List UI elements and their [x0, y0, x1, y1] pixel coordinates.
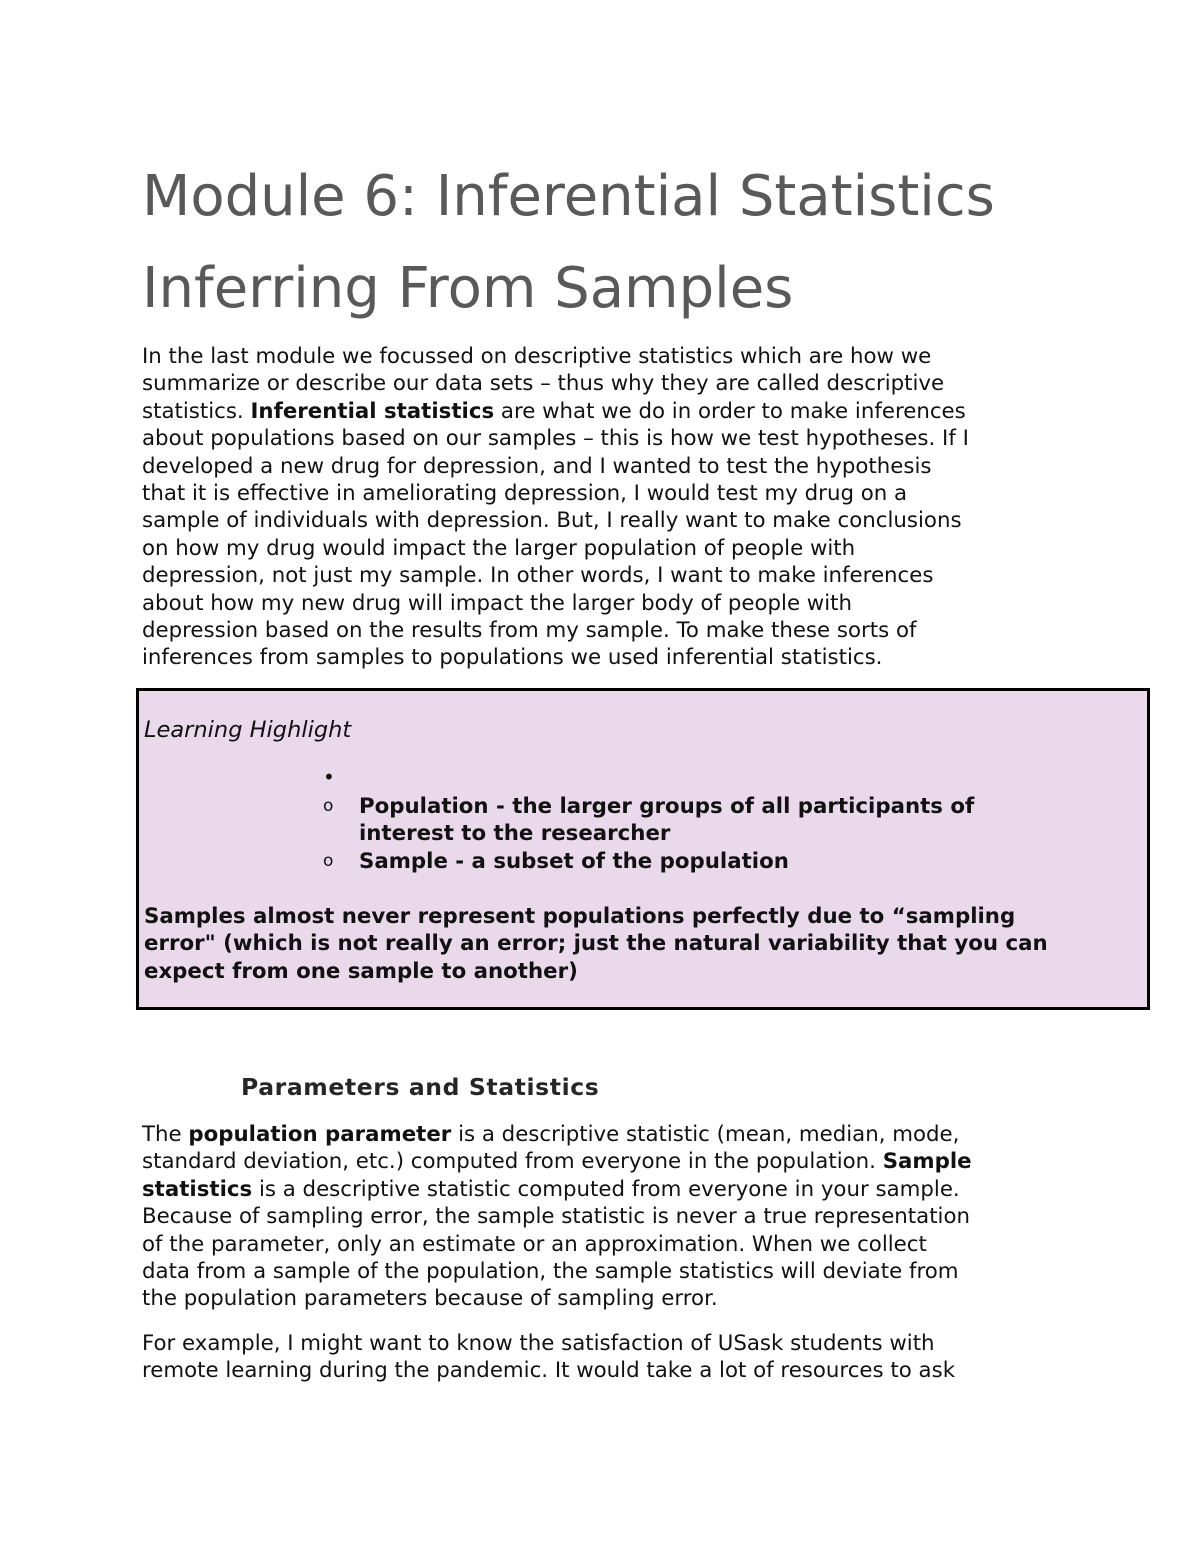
params-line: the population parameters because of sampling error. — [142, 1286, 718, 1312]
highlight-item-line: Population - the larger groups of all participants of — [359, 794, 975, 819]
sub-bullet-icon: o — [323, 796, 334, 816]
intro-line: In the last module we focussed on descriptive statistics which are how we — [142, 344, 932, 369]
params-line: Because of sampling error, the sample statistic is never a true representation — [142, 1204, 970, 1230]
bullet-icon: • — [323, 765, 335, 789]
population-parameter-term: population parameter — [188, 1122, 452, 1147]
learning-highlight-box — [136, 688, 1150, 1010]
intro-text: statistics. — [142, 398, 251, 424]
highlight-note-line: error" (which is not really an error; just the natural variability that you can — [144, 931, 1048, 957]
intro-line: about how my new drug will impact the larger body of people with — [142, 590, 852, 616]
intro-line: depression, not just my sample. In other words, I want to make inferences — [142, 563, 934, 589]
params-text: is a descriptive statistic computed from everyone in your sample. — [252, 1176, 960, 1202]
intro-line — [142, 398, 1072, 425]
params-text: The — [142, 1122, 189, 1147]
sample-statistics-term: statistics — [142, 1176, 253, 1202]
example-line: remote learning during the pandemic. It would take a lot of resources to ask — [142, 1358, 956, 1384]
highlight-item-sample: Sample - a subset of the population — [359, 849, 789, 874]
section-heading: Parameters and Statistics — [241, 1073, 600, 1101]
example-line: For example, I might want to know the satisfaction of USask students with — [142, 1331, 935, 1356]
module-title: Module 6: Inferential Statistics — [142, 164, 995, 229]
params-line — [142, 1176, 1072, 1203]
sub-bullet-icon: o — [323, 851, 334, 871]
params-text: standard deviation, etc.) computed from everyone in the population. — [142, 1149, 883, 1175]
params-line: of the parameter, only an estimate or an approximation. When we collect — [142, 1231, 927, 1257]
intro-text: are what we do in order to make inferences — [494, 398, 966, 424]
intro-paragraph — [142, 343, 1072, 672]
intro-line: that it is effective in ameliorating depression, I would test my drug on a — [142, 481, 908, 507]
highlight-note-line: expect from one sample to another) — [144, 958, 578, 984]
learning-highlight-label: Learning Highlight — [144, 717, 352, 743]
params-text: is a descriptive statistic (mean, median, mode, — [451, 1122, 960, 1147]
highlight-item-line: interest to the researcher — [359, 821, 671, 847]
parameters-paragraph — [142, 1121, 1072, 1313]
params-line: data from a sample of the population, the sample statistics will deviate from — [142, 1259, 959, 1285]
highlight-note — [144, 903, 1048, 985]
intro-line: inferences from samples to populations we used inferential statistics. — [142, 645, 883, 671]
intro-line: developed a new drug for depression, and I wanted to test the hypothesis — [142, 453, 932, 479]
highlight-note-line: Samples almost never represent populations perfectly due to “sampling — [144, 904, 1016, 929]
intro-line: summarize or describe our data sets – thus why they are called descriptive — [142, 371, 945, 397]
intro-line: depression based on the results from my sample. To make these sorts of — [142, 618, 917, 644]
sample-statistics-term: Sample — [882, 1149, 972, 1175]
params-line — [142, 1121, 1072, 1148]
module-subtitle: Inferring From Samples — [142, 256, 794, 321]
highlight-item-population — [359, 793, 974, 848]
params-line — [142, 1148, 1072, 1175]
example-paragraph — [142, 1330, 1072, 1385]
intro-line: sample of individuals with depression. But, I really want to make conclusions — [142, 508, 962, 534]
intro-line: on how my drug would impact the larger population of people with — [142, 535, 856, 561]
inferential-statistics-term: Inferential statistics — [250, 398, 495, 424]
intro-line: about populations based on our samples – this is how we test hypotheses. If I — [142, 426, 969, 452]
